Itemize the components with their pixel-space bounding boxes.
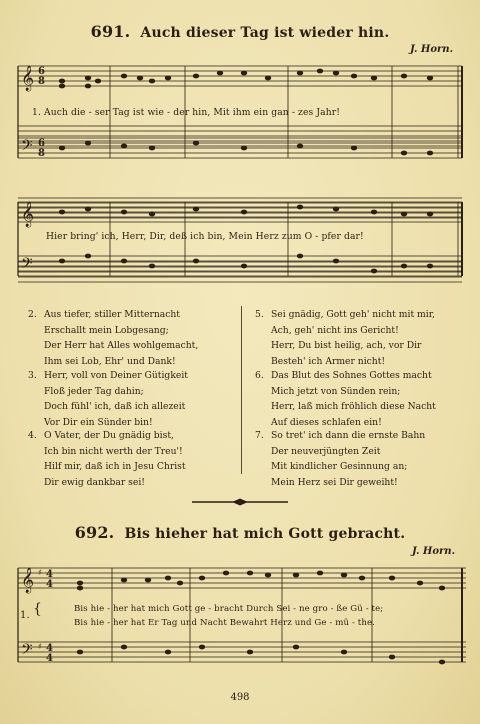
svg-text:𝄢: 𝄢 — [21, 137, 33, 158]
verse-line: Aus tiefer, stiller Mitternacht — [44, 309, 180, 320]
svg-text:♯: ♯ — [38, 642, 42, 651]
hymn-692-composer: J. Horn. — [412, 546, 456, 557]
hymn-692-lyrics-line-2: Bis hie - her hat Er Tag und Nacht Bewahrt Herz und Ge - mü - the. — [74, 618, 375, 628]
verse-5 — [255, 307, 436, 369]
verse-number: 7. — [255, 430, 264, 441]
svg-text:4: 4 — [46, 569, 53, 580]
hymn-692-title-text: Bis hieher hat mich Gott gebracht. — [124, 526, 406, 542]
hymn-691-notation — [0, 0, 480, 300]
hymn-692-title — [0, 523, 480, 542]
verse-line: Mit kindlicher Gesinnung an; — [271, 461, 408, 472]
hymn-692-lyrics-line-1: Bis hie - her hat mich Gott ge - bracht Durch Sei - ne gro - ße Gü - te; — [74, 604, 384, 614]
svg-text:4: 4 — [46, 653, 53, 664]
verse-line: Ihm sei Lob, Ehr' und Dank! — [44, 355, 176, 367]
lyric-brace: { — [33, 601, 43, 617]
svg-text:𝄢: 𝄢 — [21, 641, 33, 662]
section-ornament — [190, 498, 290, 506]
hymn-691-lyrics-line-2: Hier bring' ich, Herr, Dir, deß ich bin, Mein Herz zum O - pfer dar! — [46, 231, 364, 242]
verse-line: Herr, laß mich fröhlich diese Nacht — [271, 401, 436, 412]
verse-number: 3. — [28, 370, 37, 381]
svg-text:8: 8 — [38, 148, 45, 159]
hymn-691-title-text: Auch dieser Tag ist wieder hin. — [140, 25, 390, 41]
page-number: 498 — [230, 692, 250, 703]
svg-text:𝄞: 𝄞 — [21, 568, 35, 593]
svg-text:𝄢: 𝄢 — [21, 255, 33, 276]
svg-text:𝄞: 𝄞 — [21, 66, 35, 91]
verse-line: Mich jetzt von Sünden rein; — [271, 385, 401, 397]
hymn-691-composer: J. Horn. — [410, 44, 454, 55]
svg-text:♯: ♯ — [38, 568, 42, 577]
verse-line: Hilf mir, daß ich in Jesu Christ — [44, 461, 186, 472]
verse-6 — [255, 368, 436, 430]
verse-line: Erschallt mein Lobgesang; — [44, 324, 169, 336]
column-divider — [241, 306, 242, 474]
svg-text:6: 6 — [38, 66, 45, 77]
verse-number: 4. — [28, 430, 37, 441]
hymn-691-number: 691. — [90, 22, 131, 41]
hymn-692-number: 692. — [74, 523, 115, 542]
verse-line: Das Blut des Sohnes Gottes macht — [271, 370, 432, 381]
svg-text:8: 8 — [38, 76, 45, 87]
verse-line: Der Herr hat Alles wohlgemacht, — [44, 340, 199, 351]
verse-4 — [28, 428, 186, 490]
verse-line: Dir ewig dankbar sei! — [44, 476, 145, 488]
hymn-691-lyrics-line-1: 1. Auch die - ser Tag ist wie - der hin, Mit ihm ein gan - zes Jahr! — [32, 107, 341, 118]
verse-line: Herr, voll von Deiner Gütigkeit — [44, 370, 188, 381]
verse-line: Der neuverjüngten Zeit — [271, 445, 381, 457]
svg-text:4: 4 — [46, 579, 53, 590]
verse-line: Besteh' ich Armer nicht! — [271, 355, 386, 367]
verse-number: 6. — [255, 370, 264, 381]
verse-7 — [255, 428, 426, 490]
verse-line: Vor Dir ein Sünder bin! — [44, 416, 153, 428]
verse-line: So tret' ich dann die ernste Bahn — [271, 430, 426, 441]
verse-line: Ich bin nicht werth der Treu'! — [44, 445, 183, 457]
svg-text:6: 6 — [38, 138, 45, 149]
verse-line: Sei gnädig, Gott geh' nicht mit mir, — [271, 309, 436, 320]
verse-line: Floß jeder Tag dahin; — [44, 385, 144, 397]
svg-text:𝄞: 𝄞 — [21, 202, 35, 227]
verse-line: Herr, Du bist heilig, ach, vor Dir — [271, 340, 422, 351]
verse-3 — [28, 368, 188, 430]
verse-line: O Vater, der Du gnädig bist, — [44, 430, 174, 441]
hymn-692-verse-number: 1. — [20, 610, 30, 621]
verse-2 — [28, 307, 199, 369]
verse-number: 2. — [28, 309, 37, 320]
verse-line: Ach, geh' nicht ins Gericht! — [271, 324, 399, 336]
verse-line: Mein Herz sei Dir geweiht! — [271, 476, 398, 488]
svg-text:4: 4 — [46, 643, 53, 654]
verse-line: Doch fühl' ich, daß ich allezeit — [44, 401, 186, 412]
verse-line: Auf dieses schlafen ein! — [271, 416, 382, 428]
verse-number: 5. — [255, 309, 264, 320]
